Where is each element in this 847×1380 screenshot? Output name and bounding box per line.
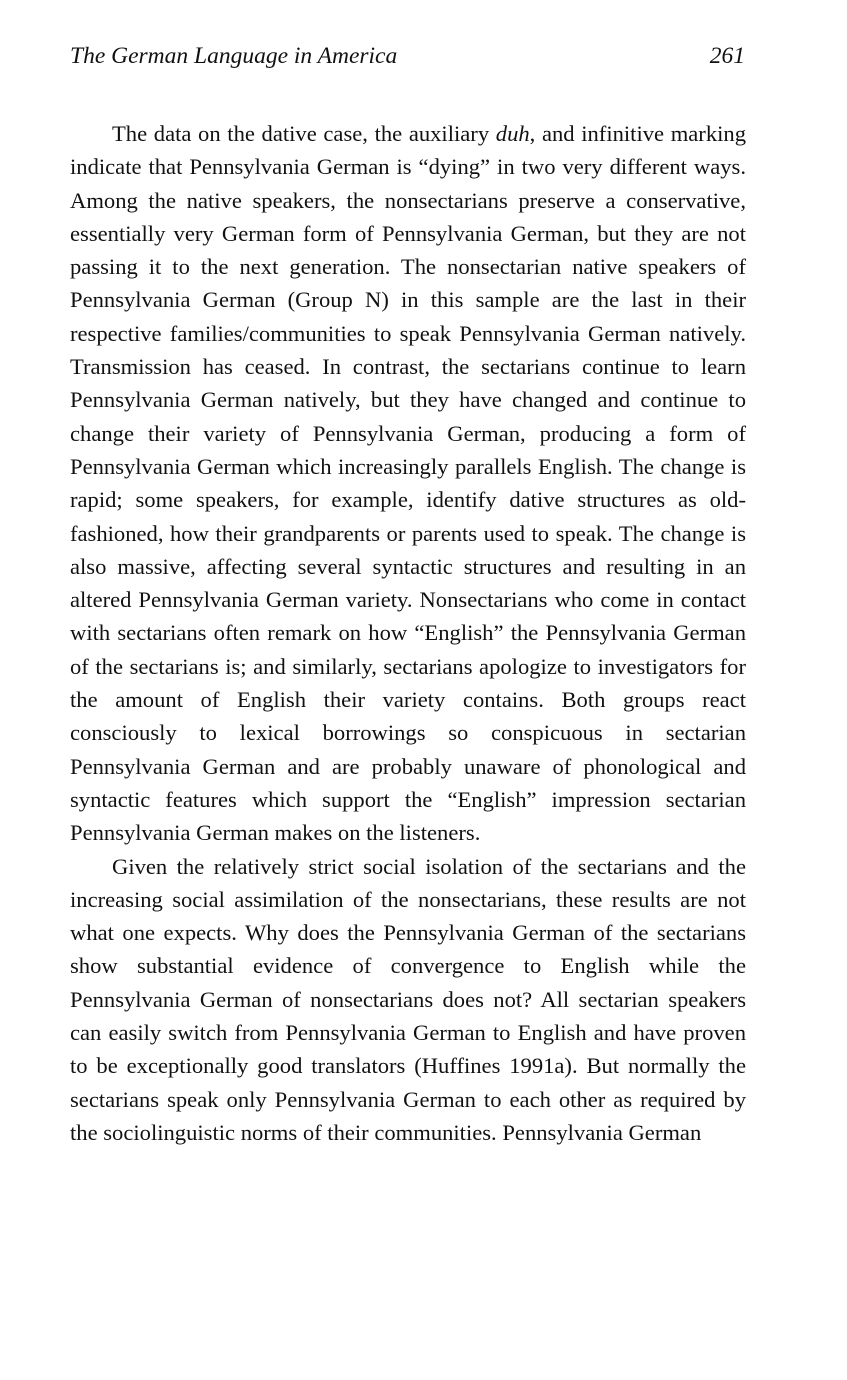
paragraph-2: Given the relatively strict social isolation of the sectarians and the increasing social assimilation of the nonsectarians, these results are not what one expects. Why does the Pennsylvania German of the sectarians show substantial evidence of convergence to English while the Pennsylvania German of nonsectarians does not? All sectarian speakers can easily switch from Pennsylvania German to English and have proven to be exceptionally good translators (Huffines 1991a). But normally the sectarians speak only Pennsylvania German to each other as required by the sociolinguistic norms of their communities. Pennsylvania German: [70, 853, 746, 1145]
running-head: [70, 38, 747, 74]
paragraph-1: [70, 117, 746, 850]
paragraph-1-lead: The data on the dative case, the auxiliary: [112, 121, 496, 146]
paragraph-1-rest: , and infinitive marking indicate that Pennsylvania German is “dying” in two very different ways. Among the native speakers, the nonsectarians preserve a conservative, essentially very German form of Pennsylvania German, but they are not passing it to the next generation. The nonsectarian native speakers of Pennsylvania German (Group N) in this sample are the last in their respective families/communities to speak Pennsylvania German natively. Transmission has ceased. In contrast, the sectarians continue to learn Pennsylvania German natively, but they have changed and continue to change their variety of Pennsylvania German, producing a form of Pennsylvania German which increasingly parallels English. The change is rapid; some speakers, for example, identify dative structures as old-fashioned, how their grandparents or parents used to speak. The change is also massive, affecting several syntactic structures and resulting in an altered Pennsylvania German variety. Nonsectarians who come in contact with sectarians often remark on how “English” the Pennsylvania German of the sectarians is; and similarly, sectarians apologize to investigators for the amount of English their variety contains. Both groups react consciously to lexical borrowings so conspicuous in sectarian Pennsylvania German and are probably unaware of phonological and syntactic features which support the “English” impression sectarian Pennsylvania German makes on the listeners.: [70, 121, 746, 846]
body-text: [70, 117, 746, 1149]
italic-term-duh: duh: [495, 121, 530, 146]
running-title: The German Language in America: [70, 43, 398, 69]
page-number: 261: [709, 43, 745, 69]
